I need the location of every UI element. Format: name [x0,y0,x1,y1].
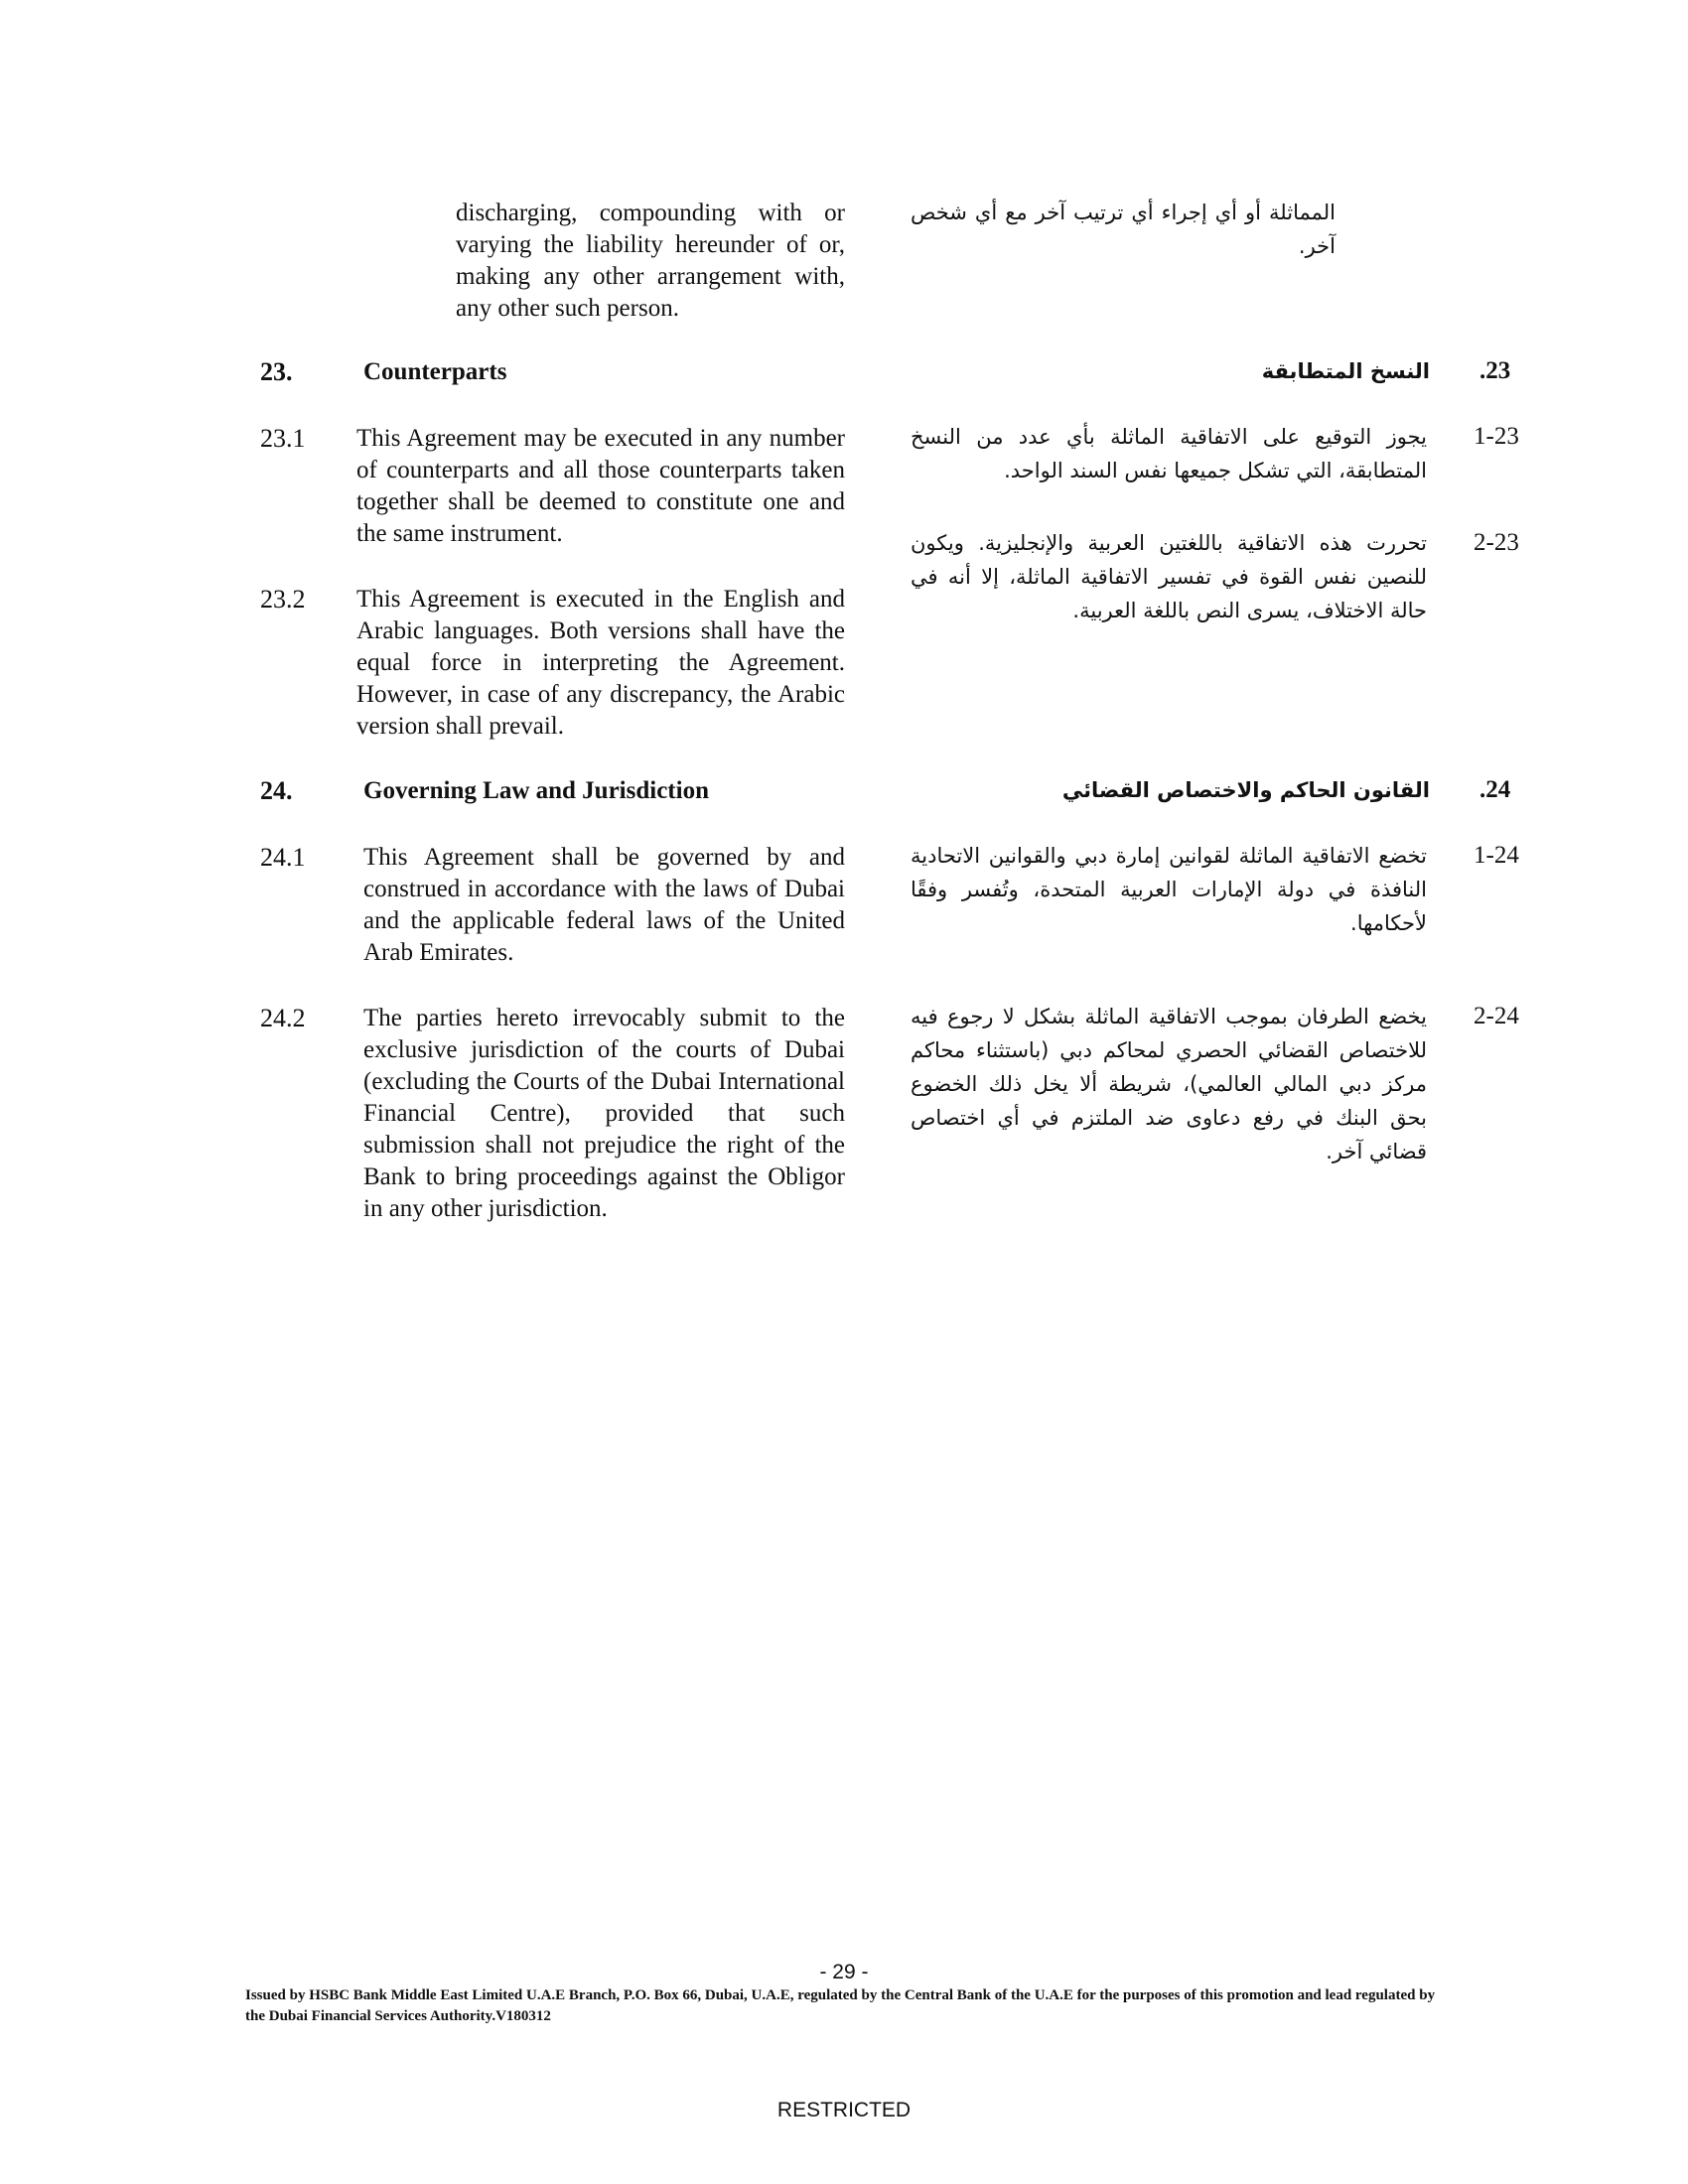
section-number-en: 23. [260,357,293,386]
section-title-ar: القانون الحاكم والاختصاص القضائي [1061,778,1430,802]
clause-text-ar: يجوز التوقيع على الاتفاقية الماثلة بأي عدد من النسخ المتطابقة، التي تشكل جميعها نفس السند الواحد. [911,425,1427,482]
clause-number-ar: 2-23 [1474,529,1519,556]
clause-number-ar: 1-23 [1474,423,1519,450]
clause-text-en: The parties hereto irrevocably submit to the exclusive jurisdiction of the courts of Dubai (excluding the Courts of the Dubai International Financial Centre), provided that such submission shall not prejudice the right of the Bank to bring proceedings against the Obligor in any other jurisdiction. [363,1005,845,1222]
clause-number-en: 23.1 [260,424,306,453]
clause-number-en: 23.2 [260,585,306,614]
continuation-paragraph-en: discharging, compounding with or varying the liability hereunder of or, making any other arrangement with, any other such person. [456,200,845,322]
clause-text-ar: تخضع الاتفاقية الماثلة لقوانين إمارة دبي والقوانين الاتحادية النافذة في دولة الإمارات العربية المتحدة، وتُفسر وفقًا لأحكامها. [911,844,1427,935]
clause-text-en: This Agreement may be executed in any number of counterparts and all those counterparts taken together shall be deemed to constitute one and the same instrument. [356,425,845,547]
classification-label: RESTRICTED [776,2099,912,2121]
section-number-en: 24. [260,776,293,805]
continuation-paragraph-ar: المماثلة أو أي إجراء أي ترتيب آخر مع أي شخص آخر. [911,201,1336,258]
clause-text-ar: تحررت هذه الاتفاقية باللغتين العربية والإنجليزية. ويكون للنصين نفس القوة في تفسير الاتفاقية الماثلة، إلا أنه في حالة الاختلاف، يسرى النص باللغة العربية. [911,531,1427,622]
clause-number-ar: 1-24 [1474,842,1519,869]
section-number-ar: .24 [1479,776,1511,803]
section-title-en: Counterparts [363,358,507,385]
clause-text-en: This Agreement is executed in the English and Arabic languages. Both versions shall have the equal force in interpreting the Agreement. However, in case of any discrepancy, the Arabic version shall prevail. [356,586,845,740]
clause-number-en: 24.2 [260,1004,306,1032]
clause-number-ar: 2-24 [1474,1003,1519,1029]
clause-number-en: 24.1 [260,843,306,872]
clause-text-ar: يخضع الطرفان بموجب الاتفاقية الماثلة بشكل لا رجوع فيه للاختصاص القضائي الحصري لمحاكم دبي (باستثناء محاكم مركز دبي المالي العالمي)، شريطة ألا يخل ذلك الخضوع بحق البنك في رفع دعاوى ضد الملتزم في أي اختصاص قضائي آخر. [911,1005,1427,1163]
section-number-ar: .23 [1479,357,1511,384]
section-title-en: Governing Law and Jurisdiction [363,777,709,804]
footer-issued-by: Issued by HSBC Bank Middle East Limited U.A.E Branch, P.O. Box 66, Dubai, U.A.E, regulated by the Central Bank of the U.A.E for the purposes of this promotion and lead regulated by the Dubai Financial Services Authority.V180312 [245,1987,1436,2024]
clause-text-en: This Agreement shall be governed by and construed in accordance with the laws of Dubai and the applicable federal laws of the United Arab Emirates. [363,844,845,966]
page-number: - 29 - [819,1961,869,1983]
section-title-ar: النسخ المتطابقة [1261,359,1430,383]
